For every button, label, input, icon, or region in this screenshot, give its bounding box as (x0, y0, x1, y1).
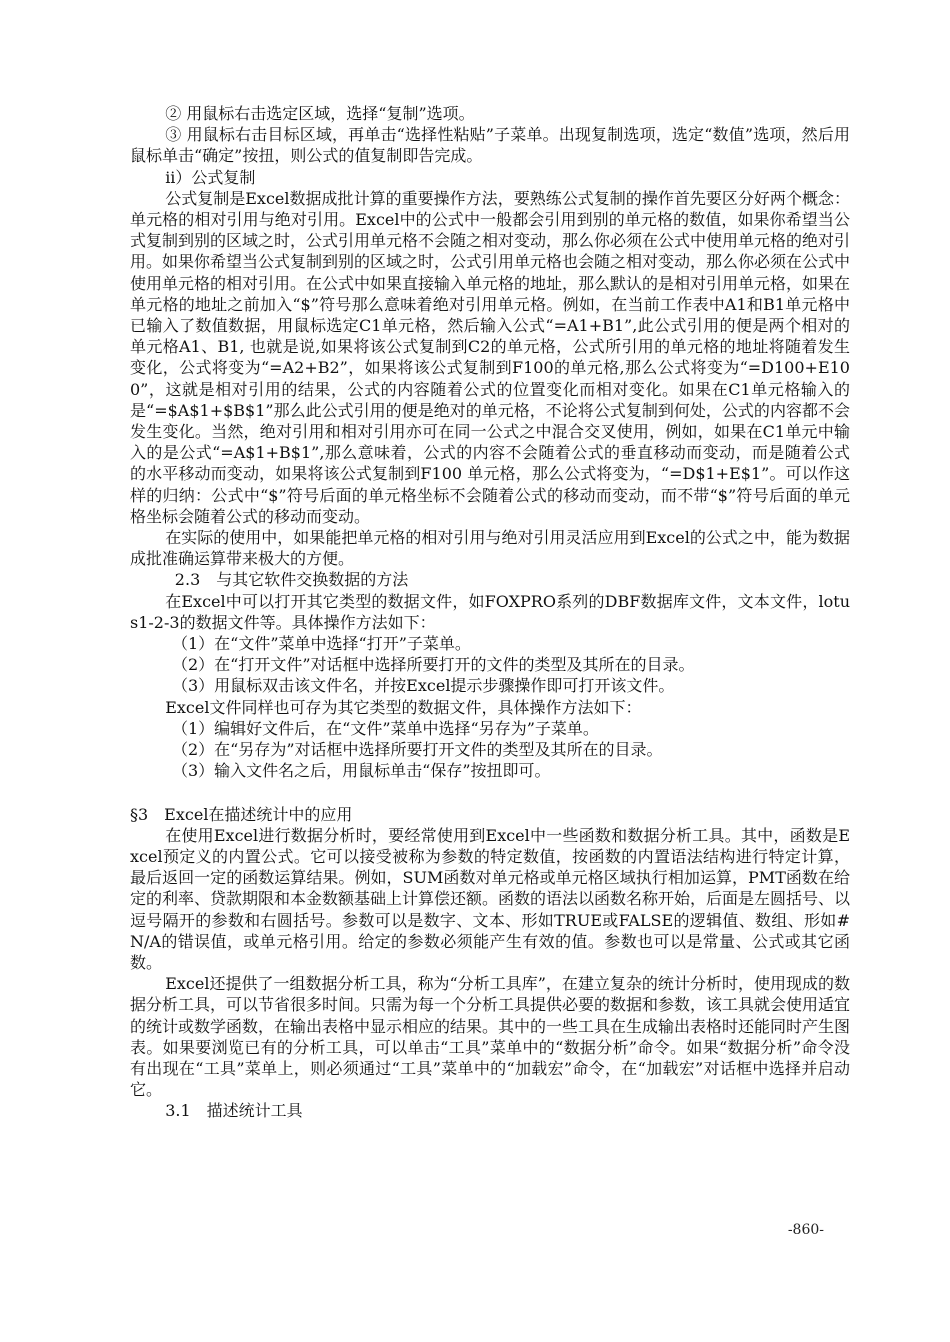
subsection-heading-formula-copy: ii）公式复制 (165, 167, 256, 187)
paragraph-open-files: 在Excel中可以打开其它类型的数据文件，如FOXPRO系列的DBF数据库文件，文本文件，lotus1-2-3的数据文件等。具体操作方法如下： (130, 591, 850, 632)
page-number: -860- (787, 1222, 824, 1238)
paragraph-practical-use: 在实际的使用中，如果能把单元格的相对引用与绝对引用灵活应用到Excel的公式之中，能为数据成批准确运算带来极大的方便。 (130, 528, 850, 569)
section-heading-2-3: 2.3 与其它软件交换数据的方法 (174, 570, 409, 590)
step-2-paragraph: ② 用鼠标右击选定区域，选择“复制”选项。 (165, 104, 475, 123)
list-item-open-2: （2）在“打开文件”对话框中选择所要打开的文件的类型及其所在的目录。 (172, 655, 695, 675)
list-item-open-3: （3）用鼠标双击该文件名，并按Excel提示步骤操作即可打开该文件。 (172, 676, 675, 696)
list-item-save-1: （1）编辑好文件后，在“文件”菜单中选择“另存为”子菜单。 (172, 718, 599, 738)
paragraph-analysis-tools: Excel还提供了一组数据分析工具，称为“分析工具库”，在建立复杂的统计分析时，使用现成的数据分析工具，可以节省很多时间。只需为每一个分析工具提供必要的数据和参数，该工具就会使用适宜的统计或数学函数，在输出表格中显示相应的结果。其中的一些工具在生成输出表格时还能同时产生图表。如果要浏览已有的分析工具，可以单击“工具”菜单中的“数据分析”命令。如果“数据分析”命令没有出现在“工具”菜单上，则必须通过“工具”菜单中的“加载宏”命令，在“加载宏”对话框中选择并启动它。 (130, 974, 851, 1100)
list-item-open-1: （1）在“文件”菜单中选择“打开”子菜单。 (172, 634, 471, 654)
paragraph-functions: 在使用Excel进行数据分析时，要经常使用到Excel中一些函数和数据分析工具。其中，函数是Excel预定义的内置公式。它可以接受被称为参数的特定数值，按函数的内置语法结构进行特定计算，最后返回一定的函数运算结果。例如，SUM函数对单元格或单元格区域执行相加运算，PMT函数在给定的利率、贷款期限和本金数额基础上计算偿还额。函数的语法以函数名称开始，后面是左圆括号、以逗号隔开的参数和右圆括号。参数可以是数字、文本、形如TRUE或FALSE的逻辑值、数组、形如#N/A的错误值，或单元格引用。给定的参数必须能产生有效的值。参数也可以是常量、公式或其它函数。 (130, 825, 851, 972)
step-3-paragraph: ③ 用鼠标右击目标区域，再单击“选择性粘贴”子菜单。出现复制选项，选定“数值”选项，然后用鼠标单击“确定”按扭，则公式的值复制即告完成。 (130, 125, 850, 166)
section-gap (130, 782, 850, 804)
list-item-save-2: （2）在“另存为”对话框中选择所要打开文件的类型及其所在的目录。 (172, 740, 663, 760)
list-item-save-3: （3）输入文件名之后，用鼠标单击“保存”按扭即可。 (172, 761, 551, 781)
paragraph-formula-copy: 公式复制是Excel数据成批计算的重要操作方法，要熟练公式复制的操作首先要区分好两个概念：单元格的相对引用与绝对引用。Excel中的公式中一般都会引用到别的单元格的数值，如果你希望当公式复制到别的区域之时，公式引用单元格不会随之相对变动，那么你必须在公式中使用单元格的绝对引用。如果你希望当公式复制到别的区域之时，公式引用单元格也会随之相对变动，那么你必须在公式中使用单元格的相对引用。在公式中如果直接输入单元格的地址，那么默认的是相对引用单元格，如果在单元格的地址之前加入“$”符号那么意味着绝对引用单元格。例如，在当前工作表中A1和B1单元格中已输入了数值数据，用鼠标选定C1单元格，然后输入公式“=A1+B1”,此公式引用的便是两个相对的单元格A1、B1, 也就是说,如果将该公式复制到C2的单元格，公式所引用的单元格的地址将随着发生变化，公式将变为“=A2+B2”，如果将该公式复制到F100的单元格,那么公式将变为“=D100+E100”，这就是相对引用的结果，公式的内容随着公式的位置变化而相对变化。如果在C1单元格输入的是“=$A$1+$B$1”那么此公式引用的便是绝对的单元格，不论将公式复制到何处，公式的内容都不会发生变化。当然，绝对引用和相对引用亦可在同一公式之中混合交叉使用，例如，如果在C1单元中输入的是公式“=A$1+B$1”,那么意味着，公式的内容不会随着公式的垂直移动而变动，而是随着公式的水平移动而变动，如果将该公式复制到F100 单元格，那么公式将变为，“=D$1+E$1”。可以作这样的归纳：公式中“$”符号后面的单元格坐标不会随着公式的移动而变动，而不带“$”符号后面的单元格坐标会随着公式的移动而变动。 (130, 188, 851, 526)
section-heading-3: §3 Excel在描述统计中的应用 (130, 804, 353, 824)
section-heading-3-1: 3.1 描述统计工具 (165, 1101, 303, 1121)
paragraph-save-as: Excel文件同样也可存为其它类型的数据文件，具体操作方法如下： (165, 697, 642, 717)
body-text (130, 103, 850, 1122)
